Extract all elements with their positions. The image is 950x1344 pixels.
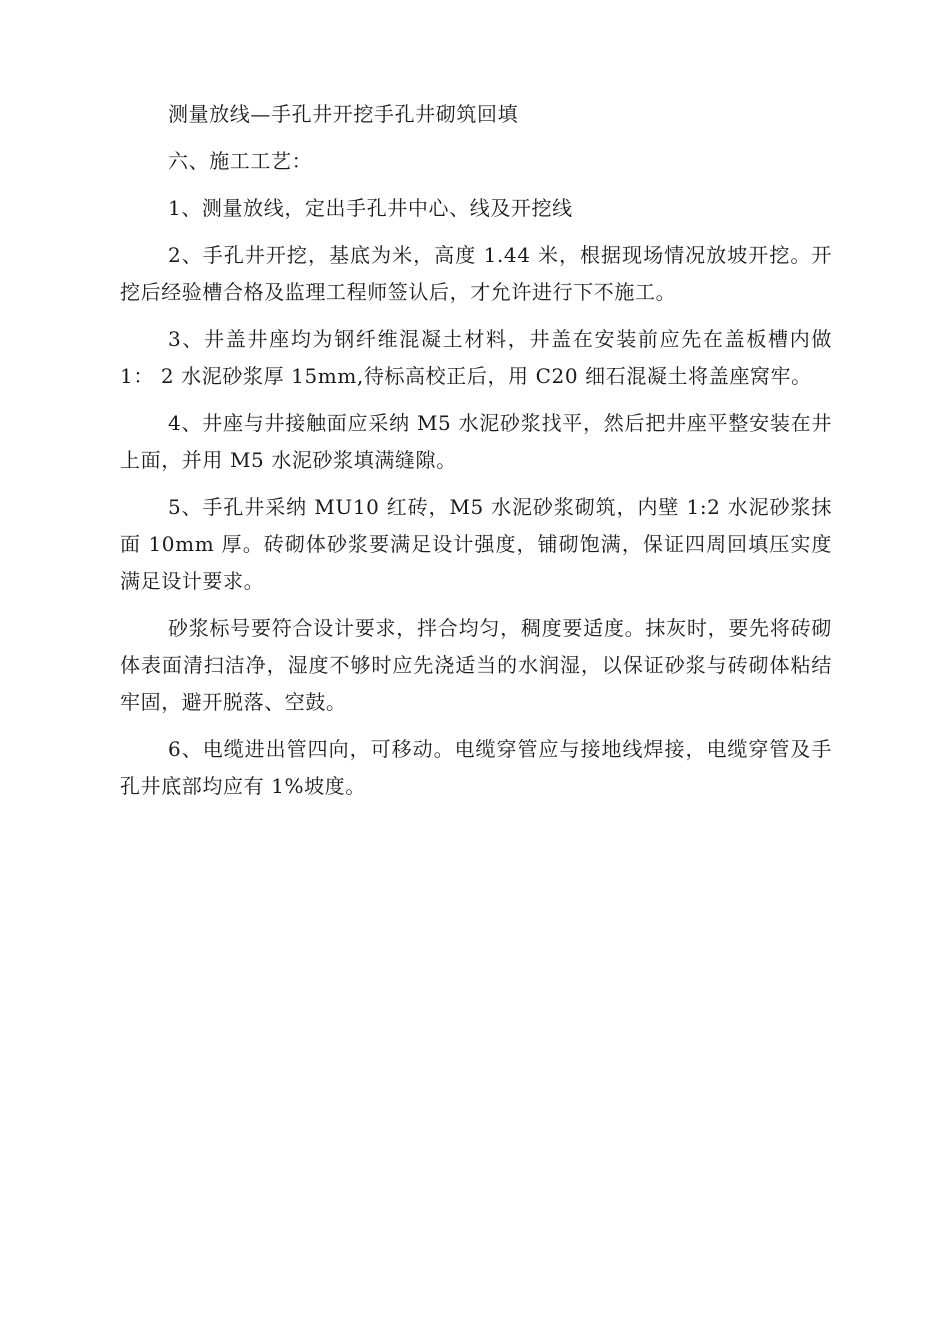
paragraph-step-1: 1、测量放线，定出手孔井中心、线及开挖线 [168, 196, 573, 220]
paragraph-step-2: 2、手孔井开挖，基底为米，高度 1.44 米，根据现场情况放坡开挖。开挖后经验槽合格及监理工程师签认后，才允许进行下不施工。 [120, 243, 832, 304]
paragraph-step-4: 4、井座与井接触面应采纳 M5 水泥砂浆找平，然后把井座平整安装在井上面，并用 M5 水泥砂浆填满缝隙。 [120, 411, 832, 472]
document-body [120, 96, 832, 815]
section-heading-construction-process: 六、施工工艺： [168, 149, 313, 173]
paragraph-mortar-requirements: 砂浆标号要符合设计要求，拌合均匀，稠度要适度。抹灰时，要先将砖砌体表面清扫洁净，湿度不够时应先浇适当的水润湿，以保证砂浆与砖砌体粘结牢固，避开脱落、空鼓。 [120, 616, 832, 714]
paragraph-step-3: 3、井盖井座均为钢纤维混凝土材料，井盖在安装前应先在盖板槽内做 1： 2 水泥砂浆厚 15mm,待标高校正后，用 C20 细石混凝土将盖座窝牢。 [120, 327, 832, 388]
paragraph-step-6: 6、电缆进出管四向，可移动。电缆穿管应与接地线焊接，电缆穿管及手孔井底部均应有 1%坡度。 [120, 737, 832, 798]
paragraph-step-5: 5、手孔井采纳 MU10 红砖，M5 水泥砂浆砌筑，内壁 1:2 水泥砂浆抹面 10mm 厚。砖砌体砂浆要满足设计强度，铺砌饱满，保证四周回填压实度满足设计要求。 [120, 495, 832, 593]
paragraph-process-flow: 测量放线—手孔井开挖手孔井砌筑回填 [168, 102, 519, 126]
